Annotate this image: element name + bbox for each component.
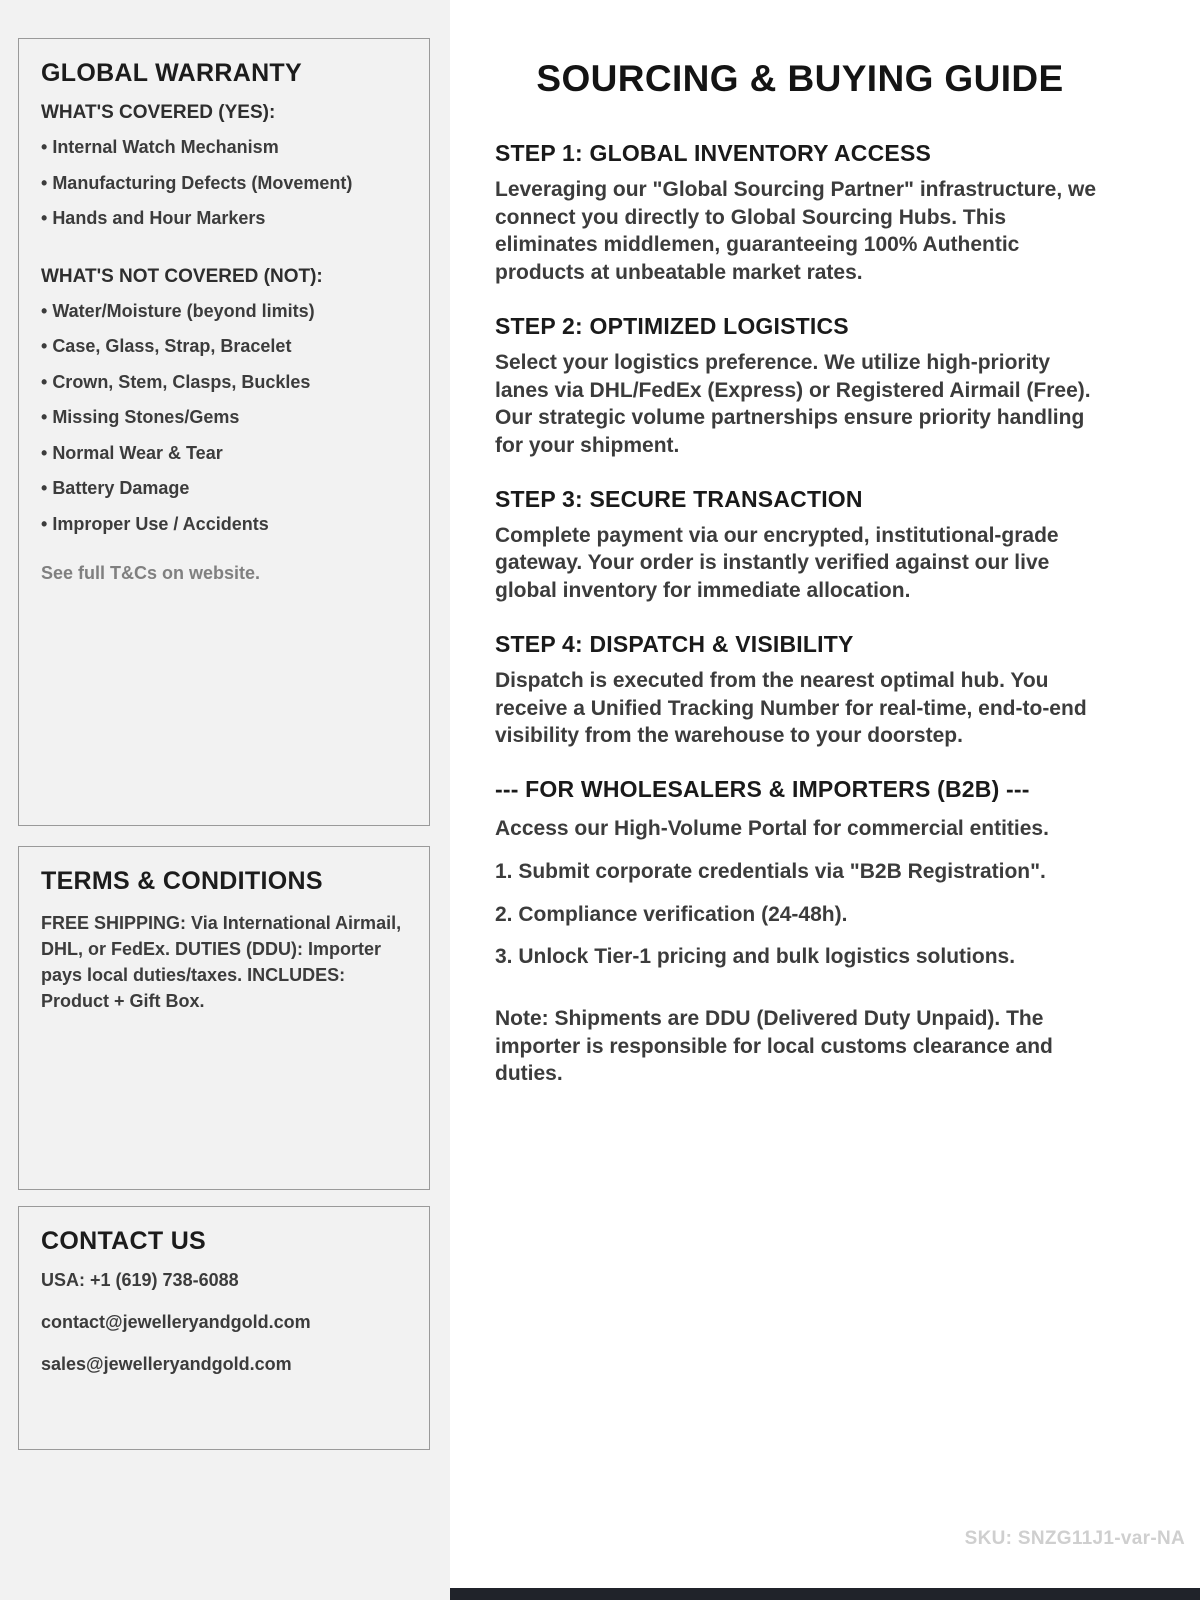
warranty-not-covered-item: • Battery Damage <box>41 477 407 500</box>
step-body: Complete payment via our encrypted, institutional-grade gateway. Your order is instantly verified against our live global inventory for immediate allocation. <box>495 523 1059 603</box>
page-title: SOURCING & BUYING GUIDE <box>536 58 1064 99</box>
terms-body: FREE SHIPPING: Via International Airmail, DHL, or FedEx. DUTIES (DDU): Importer pays local duties/taxes. INCLUDES: Product + Gift Box. <box>41 913 402 1012</box>
footer-bar <box>450 1588 1200 1600</box>
step-block <box>495 631 1105 750</box>
b2b-item: 3. Unlock Tier-1 pricing and bulk logistics solutions. <box>495 945 1016 969</box>
contact-panel <box>18 1206 430 1450</box>
main-content <box>450 0 1200 1600</box>
step-block <box>495 486 1105 605</box>
warranty-covered-heading: WHAT'S COVERED (YES): <box>41 102 276 123</box>
terms-panel <box>18 846 430 1190</box>
contact-email-primary: contact@jewelleryandgold.com <box>41 1312 311 1332</box>
warranty-not-covered-heading: WHAT'S NOT COVERED (NOT): <box>41 265 323 287</box>
contact-email-sales: sales@jewelleryandgold.com <box>41 1354 292 1374</box>
warranty-panel <box>18 38 430 826</box>
step-body: Dispatch is executed from the nearest optimal hub. You receive a Unified Tracking Number for real-time, end-to-end visibility from the warehouse to your doorstep. <box>495 668 1087 748</box>
warranty-not-covered-item: • Improper Use / Accidents <box>41 513 407 536</box>
b2b-item: 2. Compliance verification (24-48h). <box>495 902 848 926</box>
step-heading: STEP 2: OPTIMIZED LOGISTICS <box>495 312 849 339</box>
warranty-not-covered-item: • Crown, Stem, Clasps, Buckles <box>41 371 407 394</box>
warranty-covered-item: • Internal Watch Mechanism <box>41 136 407 159</box>
b2b-note: Note: Shipments are DDU (Delivered Duty Unpaid). The importer is responsible for local customs clearance and duties. <box>495 1006 1053 1086</box>
warranty-not-covered-item: • Case, Glass, Strap, Bracelet <box>41 335 407 358</box>
b2b-heading: --- FOR WHOLESALERS & IMPORTERS (B2B) --- <box>495 776 1030 803</box>
b2b-item: 1. Submit corporate credentials via "B2B Registration". <box>495 859 1046 883</box>
warranty-covered-item: • Hands and Hour Markers <box>41 207 407 230</box>
terms-title: TERMS & CONDITIONS <box>41 867 323 895</box>
warranty-not-covered-item: • Water/Moisture (beyond limits) <box>41 300 407 323</box>
step-heading: STEP 1: GLOBAL INVENTORY ACCESS <box>495 140 932 166</box>
warranty-not-covered-item: • Normal Wear & Tear <box>41 442 407 465</box>
step-body: Select your logistics preference. We utilize high-priority lanes via DHL/FedEx (Express) or Registered Airmail (Free). Our strategic volume partnerships ensure priority handling for your shipment. <box>495 350 1091 458</box>
step-body: Leveraging our "Global Sourcing Partner" infrastructure, we connect you directly to Global Sourcing Hubs. This eliminates middlemen, guaranteeing 100% Authentic products at unbeatable market rates. <box>495 178 1097 285</box>
contact-phone: USA: +1 (619) 738-6088 <box>41 1270 239 1290</box>
b2b-intro: Access our High-Volume Portal for commercial entities. <box>495 817 1049 841</box>
b2b-section <box>495 776 1105 1088</box>
sidebar <box>0 0 450 1600</box>
step-block <box>495 140 1105 287</box>
warranty-covered-item: • Manufacturing Defects (Movement) <box>41 172 407 195</box>
step-heading: STEP 3: SECURE TRANSACTION <box>495 485 863 512</box>
step-heading: STEP 4: DISPATCH & VISIBILITY <box>495 630 854 657</box>
step-block <box>495 313 1105 460</box>
warranty-footnote: See full T&Cs on website. <box>41 563 261 583</box>
warranty-not-covered-item: • Missing Stones/Gems <box>41 406 407 429</box>
contact-title: CONTACT US <box>41 1227 207 1255</box>
sku-label: SKU: SNZG11J1-var-NA <box>964 1528 1185 1549</box>
warranty-title: GLOBAL WARRANTY <box>41 59 302 87</box>
